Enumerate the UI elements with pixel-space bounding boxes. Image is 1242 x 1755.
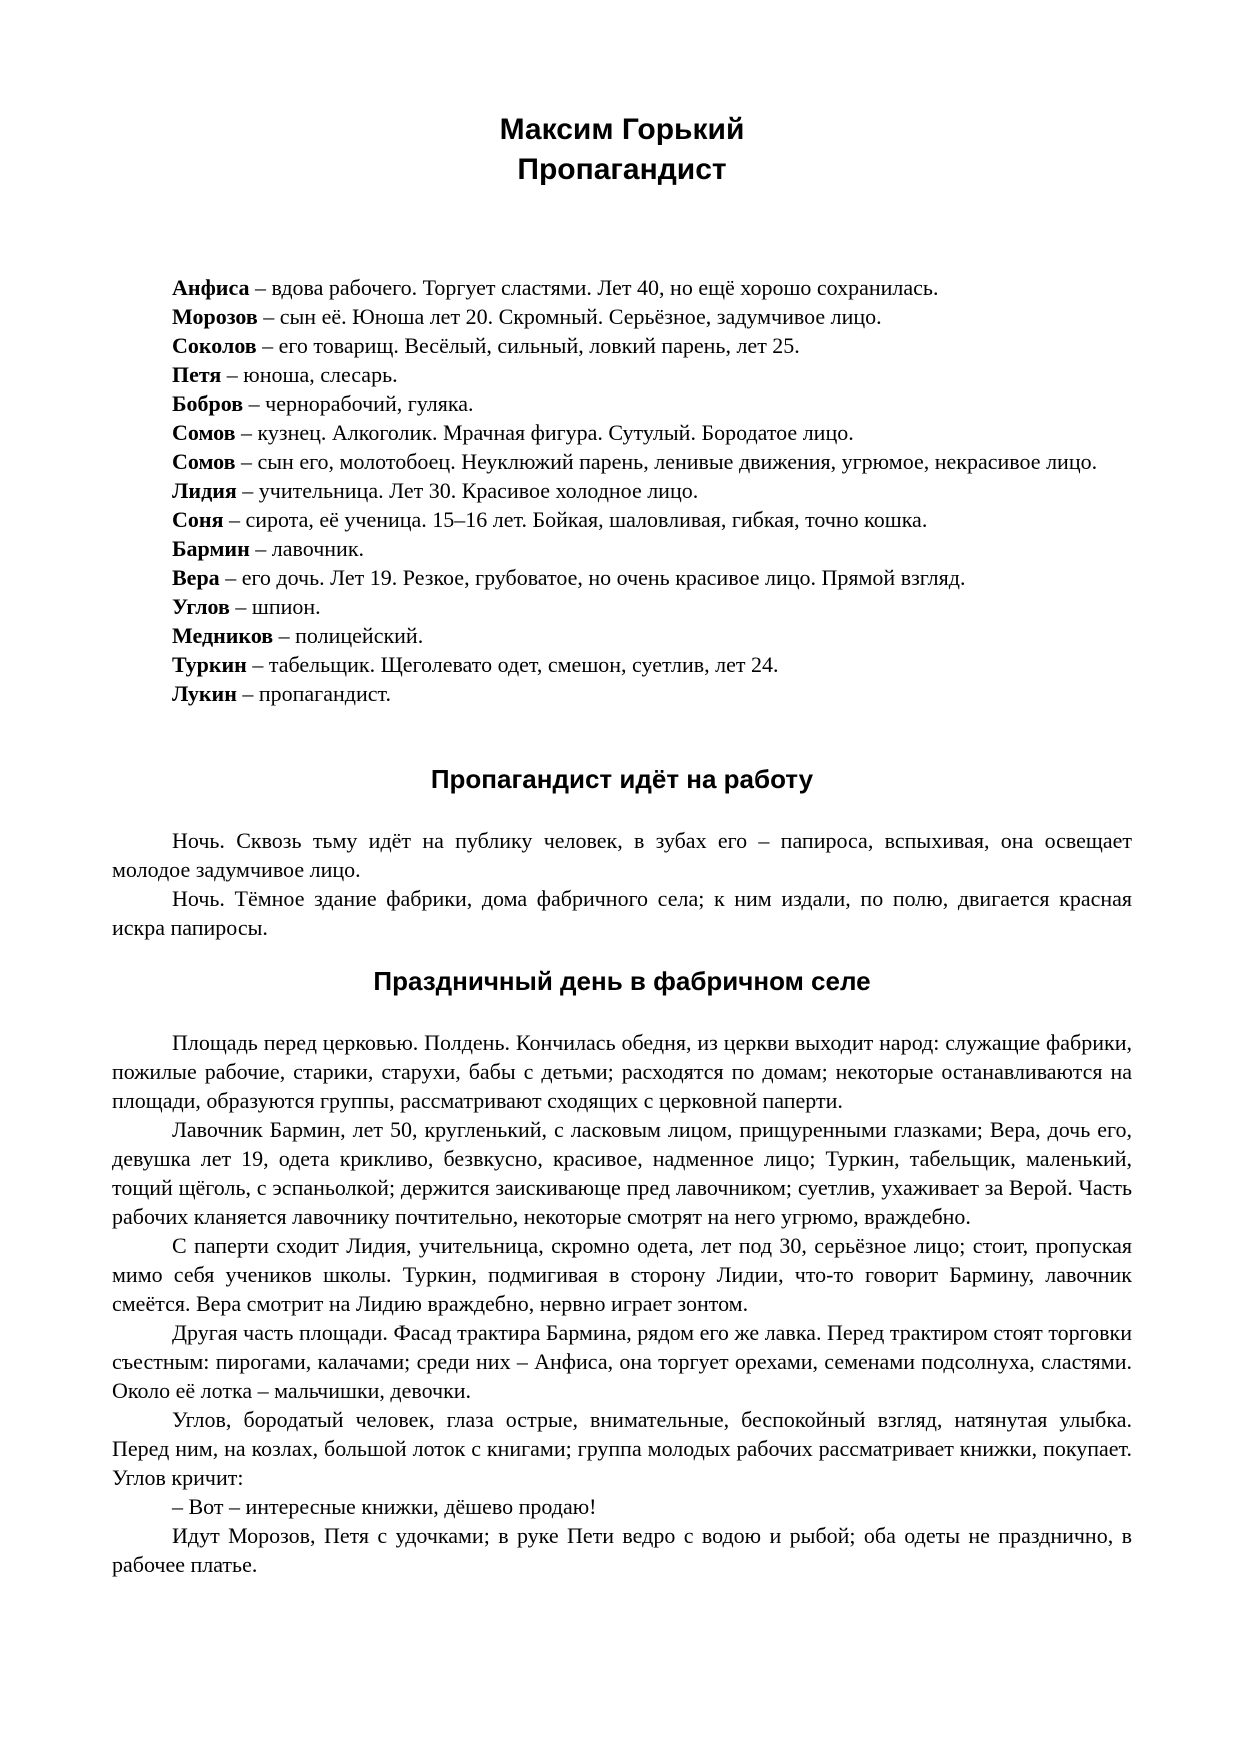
paragraph: Идут Морозов, Петя с удочками; в руке Пети ведро с водою и рыбой; оба одеты не празднично, в рабочее платье. [112, 1523, 1132, 1577]
cast-description: – юноша, слесарь. [221, 362, 398, 387]
cast-name: Анфиса [172, 275, 250, 300]
cast-name: Лукин [172, 681, 237, 706]
cast-description: – пропагандист. [236, 681, 391, 706]
page-title: Пропагандист [517, 153, 727, 186]
cast-description: – сирота, её ученица. 15–16 лет. Бойкая, шаловливая, гибкая, точно кошка. [223, 507, 928, 532]
paragraph: Другая часть площади. Фасад трактира Бармина, рядом его же лавка. Перед трактиром стоят торговки съестным: пирогами, калачами; среди них – Анфиса, она торгует орехами, семенами подсолнуха, сластями. Около её лотка – мальчишки, девочки. [112, 1320, 1132, 1403]
cast-entry [112, 447, 1132, 476]
cast-name: Петя [172, 362, 222, 387]
paragraph: Углов, бородатый человек, глаза острые, внимательные, беспокойный взгляд, натянутая улыбка. Перед ним, на козлах, большой лоток с книгами; группа молодых рабочих рассматривает книжки, покупает. Углов кричит: [112, 1407, 1132, 1490]
cast-name: Вера [172, 565, 220, 590]
paragraph: – Вот – интересные книжки, дёшево продаю! [172, 1494, 597, 1519]
cast-name: Соколов [172, 333, 257, 358]
cast-entry [112, 563, 1132, 592]
cast-description: – его товарищ. Весёлый, сильный, ловкий парень, лет 25. [256, 333, 800, 358]
cast-name: Сомов [172, 420, 236, 445]
cast-entry [112, 476, 1132, 505]
cast-entry [112, 331, 1132, 360]
section-body [112, 1028, 1132, 1579]
cast-list [112, 273, 1132, 708]
author-name: Максим Горький [499, 113, 745, 146]
cast-name: Бобров [172, 391, 244, 416]
cast-name: Морозов [172, 304, 258, 329]
cast-description: – сын его, молотобоец. Неуклюжий парень, ленивые движения, угрюмое, некрасивое лицо. [235, 449, 1098, 474]
cast-description: – его дочь. Лет 19. Резкое, грубоватое, но очень красивое лицо. Прямой взгляд. [219, 565, 966, 590]
cast-name: Соня [172, 507, 224, 532]
section-heading: Праздничный день в фабричном селе [373, 966, 871, 996]
cast-name: Туркин [172, 652, 247, 677]
cast-description: – учительница. Лет 30. Красивое холодное лицо. [236, 478, 699, 503]
section-body [112, 826, 1132, 942]
cast-description: – кузнец. Алкоголик. Мрачная фигура. Сутулый. Бородатое лицо. [235, 420, 854, 445]
paragraph: Ночь. Тёмное здание фабрики, дома фабричного села; к ним издали, по полю, двигается красная искра папиросы. [112, 886, 1132, 940]
cast-name: Лидия [172, 478, 237, 503]
paragraph: Ночь. Сквозь тьму идёт на публику человек, в зубах его – папироса, вспыхивая, она освещает молодое задумчивое лицо. [112, 828, 1132, 882]
cast-entry [112, 505, 1132, 534]
cast-entry [112, 534, 1132, 563]
paragraph: Лавочник Бармин, лет 50, кругленький, с ласковым лицом, прищуренными глазками; Вера, дочь его, девушка лет 19, одета крикливо, безвкусно, красивое, надменное лицо; Туркин, табельщик, маленький, тощий щёголь, с эспаньолкой; держится заискивающе пред лавочником; суетлив, ухаживает за Верой. Часть рабочих кланяется лавочнику почтительно, некоторые смотрят на него угрюмо, враждебно. [112, 1117, 1132, 1229]
cast-name: Сомов [172, 449, 236, 474]
cast-description: – сын её. Юноша лет 20. Скромный. Серьёзное, задумчивое лицо. [257, 304, 882, 329]
cast-entry [112, 679, 1132, 708]
paragraph: С паперти сходит Лидия, учительница, скромно одета, лет под 30, серьёзное лицо; стоит, пропуская мимо себя учеников школы. Туркин, подмигивая в сторону Лидии, что-то говорит Бармину, лавочник смеётся. Вера смотрит на Лидию враждебно, нервно играет зонтом. [112, 1233, 1132, 1316]
title-block [112, 110, 1132, 190]
cast-entry [112, 302, 1132, 331]
cast-description: – чернорабочий, гуляка. [243, 391, 474, 416]
section-heading: Пропагандист идёт на работу [430, 764, 814, 794]
cast-description: – полицейский. [273, 623, 424, 648]
cast-entry [112, 592, 1132, 621]
cast-entry [112, 360, 1132, 389]
paragraph: Площадь перед церковью. Полдень. Кончилась обедня, из церкви выходит народ: служащие фабрики, пожилые рабочие, старики, старухи, бабы с детьми; расходятся по домам; некоторые останавливаются на площади, образуются группы, рассматривают сходящих с церковной паперти. [112, 1030, 1132, 1113]
cast-entry [112, 621, 1132, 650]
cast-description: – лавочник. [249, 536, 365, 561]
cast-description: – шпион. [229, 594, 321, 619]
cast-description: – табельщик. Щеголевато одет, смешон, суетлив, лет 24. [246, 652, 779, 677]
cast-name: Углов [172, 594, 230, 619]
cast-name: Медников [172, 623, 274, 648]
cast-entry [112, 273, 1132, 302]
cast-name: Бармин [172, 536, 250, 561]
cast-description: – вдова рабочего. Торгует сластями. Лет 40, но ещё хорошо сохранилась. [249, 275, 939, 300]
cast-entry [112, 389, 1132, 418]
cast-entry [112, 650, 1132, 679]
cast-entry [112, 418, 1132, 447]
